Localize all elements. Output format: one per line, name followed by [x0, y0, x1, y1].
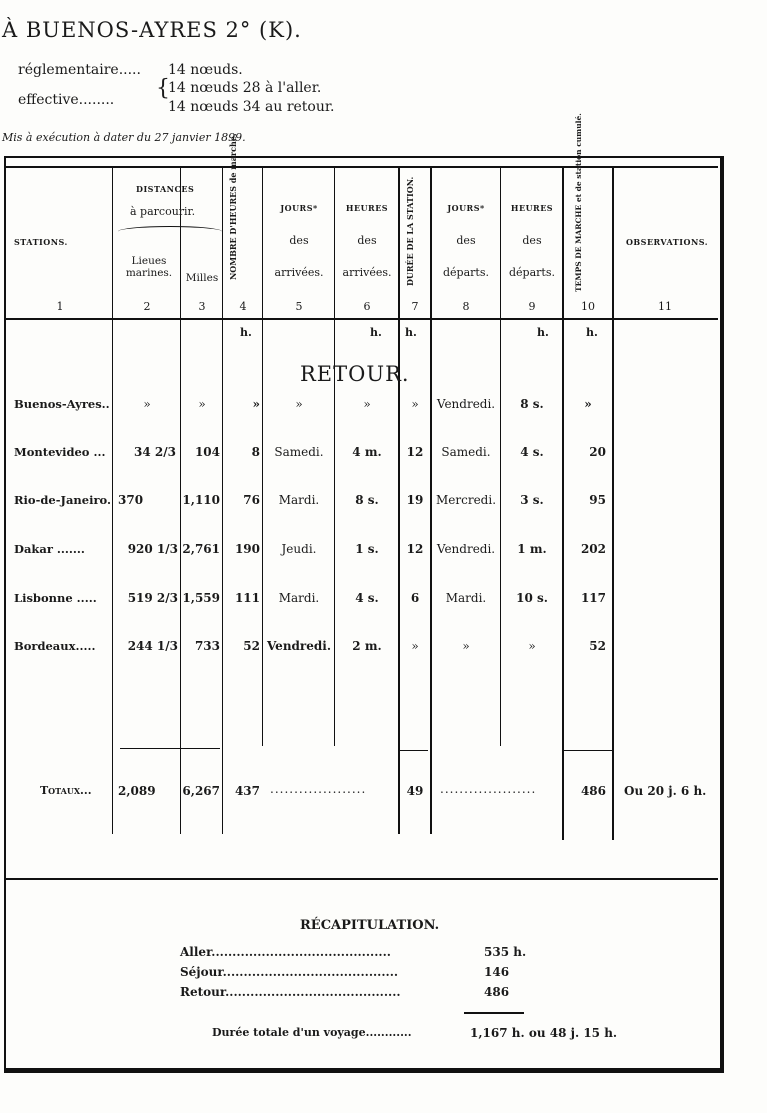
cell-heure-arrivee: 1 s. [355, 542, 379, 556]
cell-cumul: 20 [589, 445, 606, 459]
col-number-7: 7 [411, 300, 419, 313]
cell-jour-depart: Vendredi. [436, 397, 496, 411]
cell-lieues: 34 2/3 [134, 445, 176, 459]
cell-jour-depart: Samedi. [441, 445, 491, 459]
header-heures-arrivees-1: HEURES [345, 203, 389, 213]
recap-sejour-value: 146 [484, 965, 510, 979]
cell-duree: 6 [410, 591, 420, 605]
cell-heures: 190 [234, 542, 260, 556]
totals-rule-mid [398, 750, 428, 751]
cell-jour-depart: » [462, 639, 470, 653]
cell-cumul: 52 [589, 639, 606, 653]
cell-heures: 52 [243, 639, 260, 653]
header-a-parcourir: à parcourir. [130, 205, 196, 218]
page-title: À BUENOS-AYRES 2° (K). [2, 18, 302, 42]
cell-heure-arrivee: 4 s. [355, 591, 379, 605]
cell-duree: 12 [406, 542, 424, 556]
col-divider-5 [334, 166, 335, 746]
cell-cumul: 117 [580, 591, 606, 605]
cell-milles: » [198, 397, 206, 411]
recap-sum-rule [464, 1012, 524, 1014]
col-divider-4 [262, 166, 263, 746]
col-number-5: 5 [295, 300, 303, 313]
brace-symbol: { [156, 76, 170, 101]
header-jours-arrivees-3: arrivées. [274, 266, 324, 279]
cell-station: Buenos-Ayres.. [14, 397, 110, 411]
recap-sejour-label: Séjour.......................................... [180, 965, 399, 979]
totals-cumul: 486 [580, 784, 606, 798]
cell-duree: 19 [406, 493, 424, 507]
execution-note: Mis à exécution à dater du 27 janvier 1899. [2, 131, 246, 144]
totals-observation: Ou 20 j. 6 h. [624, 784, 707, 798]
cell-heure-arrivee: 4 m. [352, 445, 382, 459]
cell-heure-depart: 4 s. [520, 445, 544, 459]
header-jours-arrivees-2: des [289, 234, 309, 247]
unit-h-col4: h. [240, 326, 252, 339]
cell-jour-arrivee: » [295, 397, 303, 411]
col-number-9: 9 [528, 300, 536, 313]
totals-heures: 437 [234, 784, 260, 798]
totals-rule-right [564, 750, 614, 751]
speed-regulation-label: réglementaire..... [18, 62, 141, 78]
cell-heure-depart: 8 s. [520, 397, 544, 411]
header-temps-marche: TEMPS DE MARCHE et de station cumulé. [574, 113, 583, 292]
recap-retour-value: 486 [484, 985, 510, 999]
cell-heure-depart: 10 s. [516, 591, 548, 605]
totals-leader-dots-2: .................... [440, 782, 537, 796]
col-divider-10 [612, 166, 614, 840]
cell-station: Bordeaux..... [14, 639, 96, 653]
header-heures-arrivees-2: des [357, 234, 377, 247]
cell-heure-arrivee: 8 s. [355, 493, 379, 507]
col-number-3: 3 [198, 300, 206, 313]
header-heures-departs-3: départs. [509, 266, 555, 279]
cell-heure-arrivee: 2 m. [352, 639, 382, 653]
header-jours-departs-1: JOURS* [447, 203, 485, 213]
cell-station: Dakar ....... [14, 542, 85, 556]
header-observations: OBSERVATIONS. [625, 237, 709, 247]
cell-jour-depart: Mardi. [445, 591, 487, 605]
cell-duree: 12 [406, 445, 424, 459]
unit-h-col9: h. [537, 326, 549, 339]
col-number-2: 2 [143, 300, 151, 313]
header-nombre-heures: NOMBRE D'HEURES de marche. [228, 133, 238, 280]
cell-jour-depart: Mercredi. [435, 493, 497, 507]
header-heures-departs-1: HEURES [510, 203, 554, 213]
recap-title: RÉCAPITULATION. [300, 918, 440, 933]
cell-milles: 2,761 [182, 542, 220, 556]
col-divider-8 [500, 166, 501, 746]
speed-regulation-value: 14 nœuds. [168, 62, 243, 78]
header-jours-departs-3: départs. [443, 266, 489, 279]
unit-h-col6: h. [370, 326, 382, 339]
cell-station: Rio-de-Janeiro. [14, 493, 111, 507]
cell-heure-depart: 3 s. [520, 493, 544, 507]
recap-retour-label: Retour.......................................... [180, 985, 401, 999]
cell-lieues: 920 1/3 [127, 542, 178, 556]
unit-h-col7: h. [405, 326, 417, 339]
recap-total-label: Durée totale d'un voyage............ [212, 1026, 412, 1039]
cell-lieues: 244 1/3 [127, 639, 178, 653]
header-heures-departs-2: des [522, 234, 542, 247]
col-number-8: 8 [462, 300, 470, 313]
totals-duree: 49 [406, 784, 424, 798]
header-lieues: Lieues marines. [125, 255, 173, 279]
cell-duree: » [411, 639, 419, 653]
header-jours-arrivees-1: JOURS* [280, 203, 318, 213]
totals-lieues: 2,089 [118, 784, 156, 798]
cell-heures: 8 [251, 445, 260, 459]
speed-effective-label: effective........ [18, 92, 115, 108]
cell-heure-depart: 1 m. [517, 542, 547, 556]
cell-milles: 733 [194, 639, 220, 653]
cell-heures: » [252, 397, 260, 411]
cell-station: Lisbonne ..... [14, 591, 97, 605]
cell-cumul: » [584, 397, 592, 411]
cell-heure-arrivee: » [363, 397, 371, 411]
cell-jour-arrivee: Vendredi. [266, 639, 332, 653]
cell-cumul: 95 [589, 493, 606, 507]
recap-aller-label: Aller........................................... [180, 945, 391, 959]
col-number-10: 10 [581, 300, 595, 313]
cell-lieues: » [143, 397, 151, 411]
cell-cumul: 202 [580, 542, 606, 556]
col-number-4: 4 [239, 300, 247, 313]
col-divider-2 [180, 166, 181, 834]
cell-jour-arrivee: Mardi. [278, 591, 320, 605]
cell-lieues: 519 2/3 [127, 591, 178, 605]
cell-heures: 76 [243, 493, 260, 507]
totals-milles: 6,267 [182, 784, 220, 798]
recap-aller-value: 535 h. [484, 945, 527, 959]
col-divider-1 [112, 166, 113, 834]
cell-duree: » [411, 397, 419, 411]
cell-jour-arrivee: Mardi. [278, 493, 320, 507]
totals-rule-left [120, 748, 220, 749]
speed-effective-return: 14 nœuds 34 au retour. [168, 99, 335, 115]
col-number-1: 1 [56, 300, 64, 313]
cell-jour-depart: Vendredi. [436, 542, 496, 556]
totals-label: Totaux... [40, 784, 92, 797]
cell-heures: 111 [234, 591, 260, 605]
recap-separator [6, 878, 718, 880]
col-divider-3 [222, 166, 223, 834]
cell-jour-arrivee: Jeudi. [281, 542, 317, 556]
header-stations: STATIONS. [14, 237, 68, 247]
cell-milles: 1,110 [182, 493, 220, 507]
recap-total-value: 1,167 h. ou 48 j. 15 h. [470, 1026, 618, 1040]
speed-effective-outbound: 14 nœuds 28 à l'aller. [168, 80, 322, 96]
section-title-retour: RETOUR. [300, 362, 410, 386]
cell-station: Montevideo ... [14, 445, 106, 459]
header-milles: Milles [185, 272, 219, 284]
cell-lieues: 370 [118, 493, 144, 507]
header-jours-departs-2: des [456, 234, 476, 247]
header-distances: DISTANCES [136, 184, 195, 194]
cell-heure-depart: » [528, 639, 536, 653]
cell-milles: 104 [194, 445, 220, 459]
cell-jour-arrivee: Samedi. [274, 445, 324, 459]
cell-milles: 1,559 [182, 591, 220, 605]
unit-h-col10: h. [586, 326, 598, 339]
totals-leader-dots-1: .................... [270, 782, 367, 796]
col-number-11: 11 [658, 300, 672, 313]
header-duree-station: DURÉE DE LA STATION. [405, 176, 415, 286]
header-distance-brace [118, 226, 222, 237]
col-number-6: 6 [363, 300, 371, 313]
header-heures-arrivees-3: arrivées. [342, 266, 392, 279]
